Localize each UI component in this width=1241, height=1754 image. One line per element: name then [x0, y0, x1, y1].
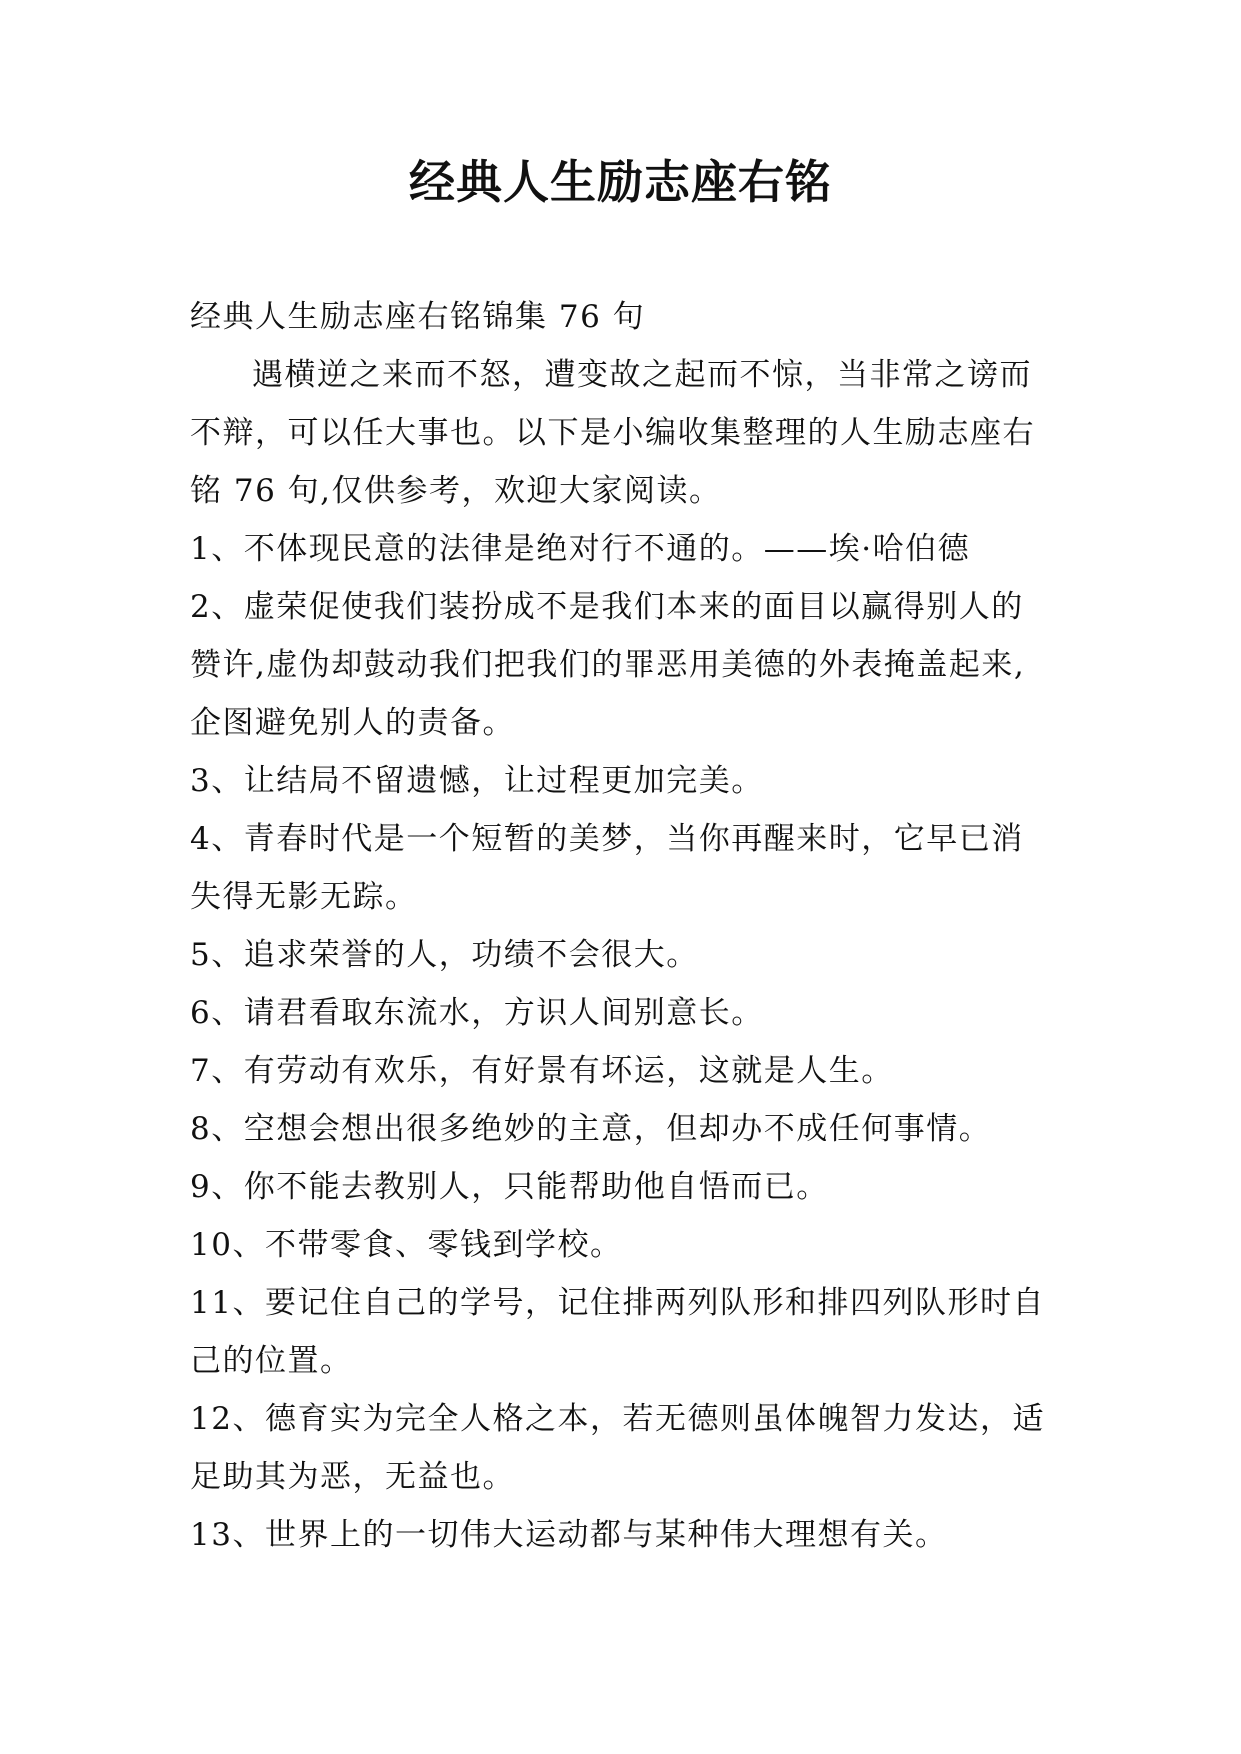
quote-item: 11、要记住自己的学号，记住排两列队形和排四列队形时自己的位置。: [190, 1285, 1045, 1379]
quote-item: 9、你不能去教别人，只能帮助他自悟而已。: [190, 1169, 829, 1205]
quote-item: 12、德育实为完全人格之本，若无德则虽体魄智力发达，适足助其为恶，无益也。: [190, 1401, 1045, 1495]
intro-paragraph: 遇横逆之来而不怒，遭变故之起而不惊，当非常之谤而不辩，可以任大事也。以下是小编收集整理的人生励志座右铭 76 句,仅供参考，欢迎大家阅读。: [190, 357, 1035, 509]
quote-item: 10、不带零食、零钱到学校。: [190, 1227, 623, 1263]
quote-item: 2、虚荣促使我们装扮成不是我们本来的面目以赢得别人的赞许,虚伪却鼓动我们把我们的罪恶用美德的外表掩盖起来,企图避免别人的责备。: [190, 589, 1026, 741]
quote-item: 3、让结局不留遗憾，让过程更加完美。: [190, 763, 764, 799]
quote-item: 13、世界上的一切伟大运动都与某种伟大理想有关。: [190, 1517, 948, 1553]
quote-item: 4、青春时代是一个短暂的美梦，当你再醒来时，它早已消失得无影无踪。: [190, 821, 1024, 915]
quote-item: 5、追求荣誉的人，功绩不会很大。: [190, 937, 699, 973]
quote-item: 1、不体现民意的法律是绝对行不通的。——埃·哈伯德: [190, 531, 971, 567]
quote-item: 7、有劳动有欢乐，有好景有坏运，这就是人生。: [190, 1053, 894, 1089]
quote-item: 6、请君看取东流水，方识人间别意长。: [190, 995, 764, 1031]
document-body: [190, 288, 1050, 1564]
document-title: 经典人生励志座右铭: [409, 155, 832, 209]
quote-item: 8、空想会想出很多绝妙的主意，但却办不成任何事情。: [190, 1111, 992, 1147]
document-subtitle: 经典人生励志座右铭锦集 76 句: [190, 299, 646, 335]
